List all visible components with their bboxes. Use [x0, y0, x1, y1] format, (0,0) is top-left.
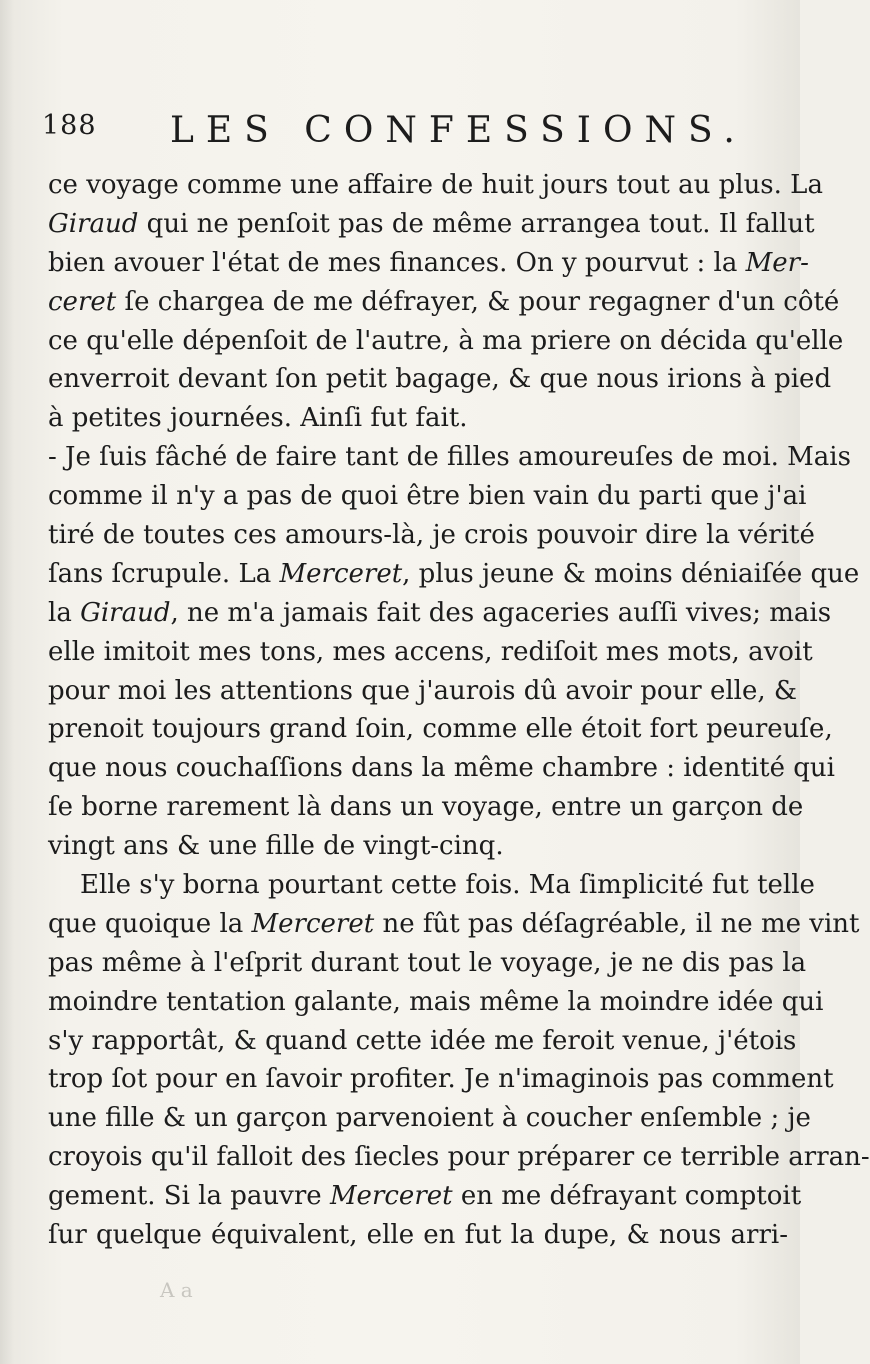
page-header	[42, 110, 762, 150]
text-line: vingt ans & une fille de vingt-cinq.	[48, 831, 504, 862]
text-line: Giraud qui ne penſoit pas de même arrangea tout. Il fallut	[48, 208, 815, 239]
text-line: bien avouer l'état de mes finances. On y pourvut : la Mer-	[48, 247, 809, 278]
text-line: prenoit toujours grand ſoin, comme elle étoit fort peureuſe,	[48, 714, 833, 745]
text-body	[48, 166, 870, 1255]
text-line: tiré de toutes ces amours-là, je crois pouvoir dire la vérité	[48, 520, 815, 551]
text-line: moindre tentation galante, mais même la moindre idée qui	[48, 986, 824, 1017]
text-line: enverroit devant ſon petit bagage, & que nous irions à pied	[48, 364, 832, 395]
text-line: ceret ſe chargea de me défrayer, & pour regagner d'un côté	[48, 286, 840, 317]
text-line: à petites journées. Ainſi fut fait.	[48, 403, 468, 434]
running-title: LES CONFESSIONS.	[170, 110, 747, 151]
text-line: elle imitoit mes tons, mes accens, rediſoit mes mots, avoit	[48, 636, 813, 667]
text-line: ce voyage comme une affaire de huit jours tout au plus. La	[48, 170, 823, 200]
text-line: la Giraud, ne m'a jamais fait des agaceries auſſi vives; mais	[48, 597, 832, 628]
text-line: - Je ſuis fâché de faire tant de filles amoureuſes de moi. Mais	[48, 442, 851, 473]
text-line: ſans ſcrupule. La Merceret, plus jeune & moins déniaiſée que	[48, 558, 860, 589]
text-line: pour moi les attentions que j'aurois dû avoir pour elle, &	[48, 675, 798, 706]
text-line: pas même à l'eſprit durant tout le voyage, je ne dis pas la	[48, 947, 807, 978]
text-line: ſe borne rarement là dans un voyage, entre un garçon de	[48, 792, 804, 823]
text-line: Elle s'y borna pourtant cette fois. Ma ſimplicité fut telle	[80, 870, 815, 901]
text-line: ſur quelque équivalent, elle en fut la dupe, & nous arri-	[48, 1220, 788, 1251]
signature-mark: A a	[160, 1278, 193, 1302]
page-gutter-shadow	[0, 0, 14, 1364]
page-number: 188	[42, 110, 97, 141]
text-line: gement. Si la pauvre Merceret en me défrayant comptoit	[48, 1181, 802, 1212]
text-line: une fille & un garçon parvenoient à coucher enſemble ; je	[48, 1103, 811, 1134]
text-line: trop ſot pour en ſavoir profiter. Je n'imaginois pas comment	[48, 1064, 834, 1095]
text-line: comme il n'y a pas de quoi être bien vain du parti que j'ai	[48, 481, 807, 512]
text-line: s'y rapportât, & quand cette idée me feroit venue, j'étois	[48, 1025, 797, 1056]
text-line: que quoique la Merceret ne fût pas déſagréable, il ne me vint	[48, 908, 860, 939]
text-line: ce qu'elle dépenſoit de l'autre, à ma priere on décida qu'elle	[48, 325, 844, 356]
text-line: que nous couchaſſions dans la même chambre : identité qui	[48, 753, 835, 784]
text-line: croyois qu'il falloit des ſiecles pour préparer ce terrible arran-	[48, 1142, 870, 1173]
